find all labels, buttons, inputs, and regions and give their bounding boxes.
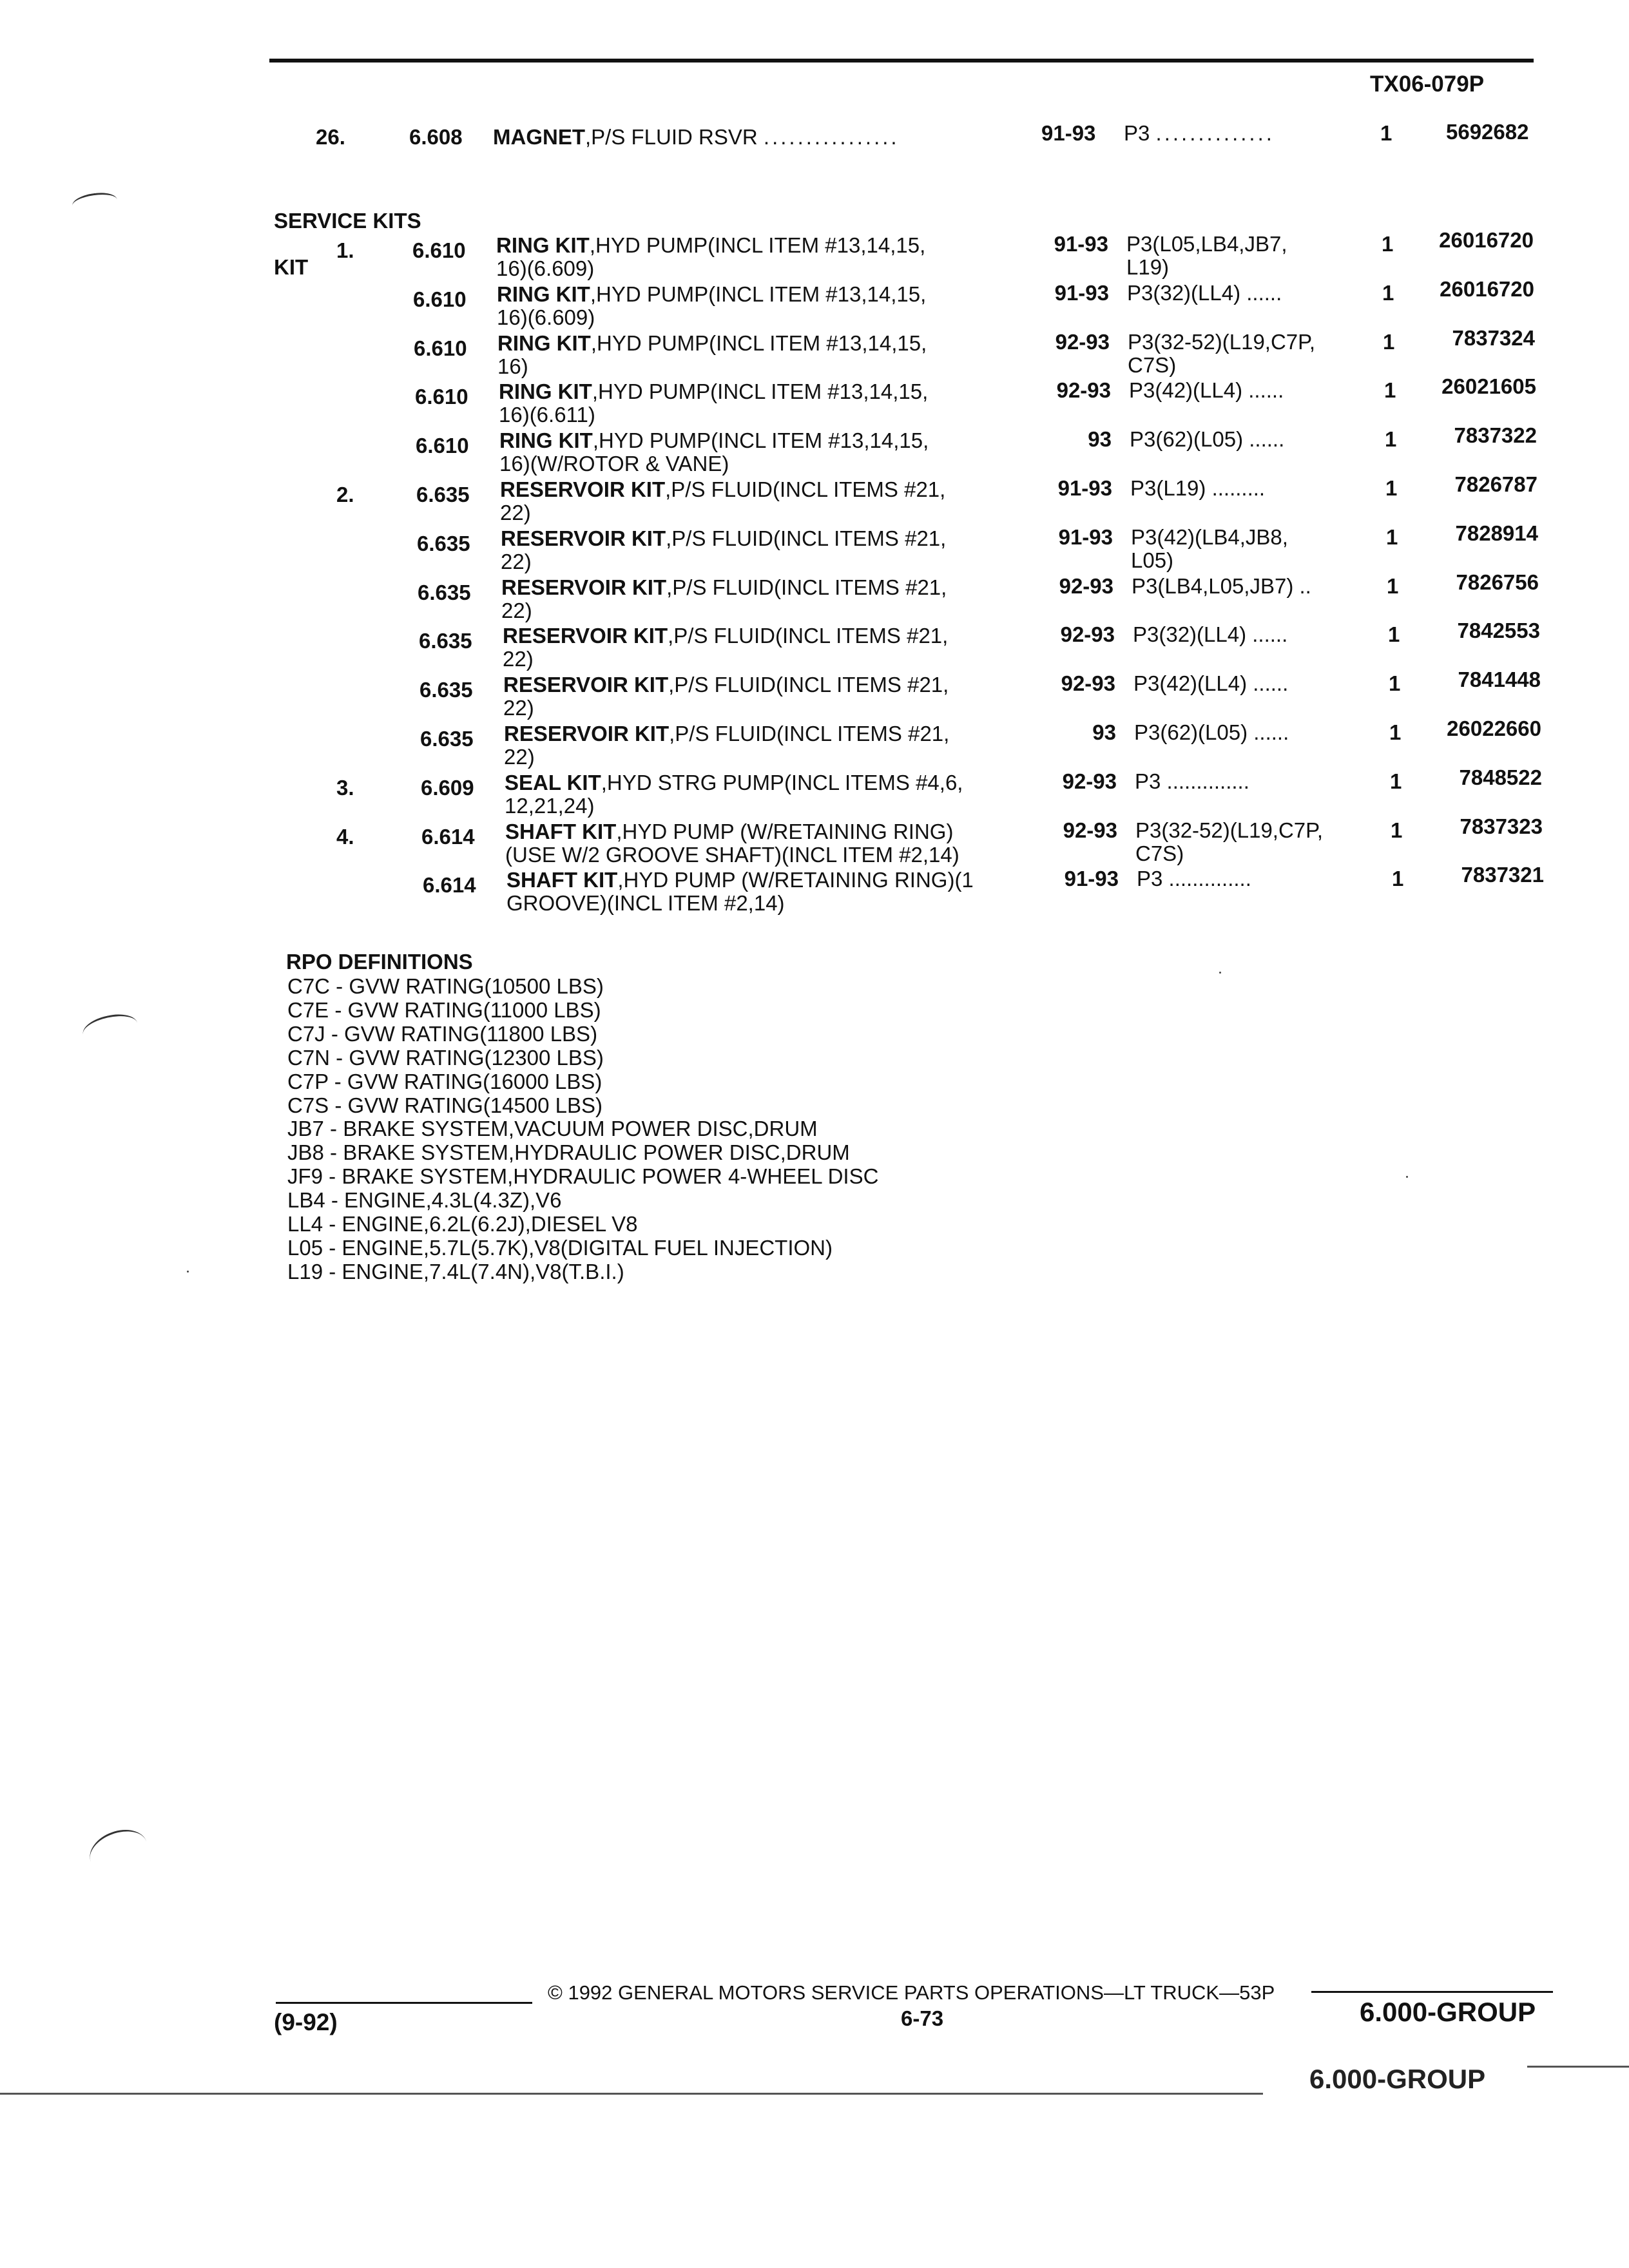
kit-desc: ,HYD PUMP(INCL ITEM #13,14,15, [592, 428, 929, 453]
paper-speck [187, 1271, 189, 1273]
kit-name: RESERVOIR KIT [504, 722, 670, 745]
kit-desc: ,HYD PUMP(INCL ITEM #13,14,15, [592, 380, 929, 404]
item-number: 26. [316, 125, 345, 149]
kit-desc-line-1 [504, 722, 949, 745]
part-number: 5692682 [1446, 120, 1529, 144]
part-number: 7848522 [1459, 765, 1542, 789]
model-line-2: L05) [1131, 548, 1174, 572]
kit-name: RING KIT [497, 331, 591, 355]
item-26-row [0, 121, 1629, 147]
years: 92-93 [1060, 622, 1115, 647]
kit-desc-line-2: 16)(6.609) [496, 256, 595, 280]
kit-row [0, 668, 1629, 720]
kit-desc-line-1 [506, 868, 974, 892]
years: 92-93 [1063, 818, 1117, 842]
footer-rule-right [1311, 1991, 1553, 1993]
quantity: 1 [1385, 427, 1397, 452]
years: 93 [1092, 720, 1116, 744]
quantity: 1 [1390, 769, 1402, 793]
kit-name: RING KIT [496, 233, 590, 257]
margin-mark [84, 1822, 153, 1881]
kit-name: SHAFT KIT [505, 819, 617, 843]
kit-name: RESERVOIR KIT [501, 526, 666, 550]
copyright-line: © 1992 GENERAL MOTORS SERVICE PARTS OPERATIONS—LT TRUCK—53P [548, 1981, 1275, 2004]
model-line-1: P3(62)(L05) ...... [1130, 427, 1285, 452]
kit-name: RING KIT [499, 428, 593, 453]
bottom-edge-line [0, 2093, 1263, 2095]
kit-row [0, 228, 1629, 281]
part-number: 7837321 [1461, 863, 1544, 887]
kit-row [0, 472, 1629, 525]
kit-desc-line-2: 22) [500, 501, 531, 524]
margin-mark [81, 1010, 140, 1048]
model-line-2: L19) [1126, 255, 1170, 279]
group-number: 6.635 [417, 531, 470, 555]
model-line-1: P3 .............. [1137, 867, 1251, 891]
group-number: 6.610 [415, 385, 468, 409]
kit-desc-line-2: 22) [503, 647, 534, 671]
group-label: 6.000-GROUP [1360, 1997, 1536, 2027]
group-number: 6.608 [409, 125, 463, 149]
kit-desc-line-2: 22) [504, 745, 535, 769]
paper-speck [1219, 972, 1221, 974]
kit-desc-line-2: 12,21,24) [505, 793, 595, 818]
group-number: 6.610 [412, 238, 466, 262]
kit-desc-line-2: 16)(6.609) [497, 305, 595, 329]
model-line-1: P3(32-52)(L19,C7P, [1135, 818, 1324, 842]
kit-row [0, 716, 1629, 769]
kit-name: RING KIT [497, 282, 590, 306]
part-number: 7841448 [1458, 668, 1541, 692]
paper-speck [1406, 1176, 1408, 1178]
years: 91-93 [1041, 121, 1096, 145]
kit-name: SEAL KIT [505, 770, 601, 794]
group-number: 6.614 [421, 824, 475, 849]
quantity: 1 [1380, 121, 1393, 145]
model-line-1: P3(L19) ......... [1130, 476, 1266, 500]
rpo-definition: LL4 - ENGINE,6.2L(6.2J),DIESEL V8 [287, 1212, 638, 1236]
document-id: TX06-079P [1370, 72, 1485, 97]
rpo-definition: L19 - ENGINE,7.4L(7.4N),V8(T.B.I.) [287, 1259, 624, 1283]
kit-row [0, 374, 1629, 427]
group-number: 6.609 [421, 775, 474, 800]
rpo-definition: LB4 - ENGINE,4.3L(4.3Z),V6 [287, 1188, 562, 1213]
part-number: 26016720 [1440, 276, 1534, 301]
kit-desc-line-2: 16)(6.611) [499, 403, 595, 427]
years: 91-93 [1054, 280, 1109, 305]
model-line-1: P3(32)(LL4) ...... [1127, 280, 1282, 305]
margin-mark [71, 190, 118, 215]
years: 92-93 [1055, 329, 1110, 354]
years: 92-93 [1061, 671, 1115, 696]
kit-name: RESERVOIR KIT [503, 673, 669, 697]
kit-desc-line-1 [499, 380, 928, 403]
kit-label: KIT [274, 255, 309, 279]
kit-number: 4. [336, 824, 354, 849]
model-line-1: P3(32)(LL4) ...... [1133, 622, 1288, 647]
years: 91-93 [1057, 476, 1112, 500]
rpo-definition: JB8 - BRAKE SYSTEM,HYDRAULIC POWER DISC,DRUM [287, 1140, 850, 1165]
kit-desc-line-1 [496, 233, 925, 257]
model-line-1: P3(42)(LL4) ...... [1129, 378, 1284, 403]
model-line-1: P3(42)(LL4) ...... [1133, 671, 1289, 696]
part-name: MAGNET [493, 125, 585, 149]
kit-desc-line-2: (USE W/2 GROOVE SHAFT)(INCL ITEM #2,14) [505, 842, 959, 867]
kit-desc: ,HYD STRG PUMP(INCL ITEMS #4,6, [601, 770, 963, 794]
kit-name: RESERVOIR KIT [503, 624, 668, 648]
part-number: 7842553 [1457, 619, 1540, 643]
kit-desc: ,P/S FLUID(INCL ITEMS #21, [666, 575, 947, 599]
kit-desc: ,HYD PUMP (W/RETAINING RING) [616, 819, 954, 843]
model [1124, 121, 1275, 145]
kit-name: RESERVOIR KIT [501, 575, 667, 599]
rpo-definition: C7C - GVW RATING(10500 LBS) [287, 974, 604, 998]
group-number: 6.635 [419, 629, 472, 653]
kit-desc-line-1 [501, 526, 946, 550]
part-number: 7826756 [1456, 570, 1539, 594]
rpo-definition: JF9 - BRAKE SYSTEM,HYDRAULIC POWER 4-WHEEL DISC [287, 1164, 879, 1189]
group-label-shadow: 6.000-GROUP [1309, 2064, 1486, 2094]
group-number: 6.635 [420, 727, 474, 751]
kit-desc-line-2: GROOVE)(INCL ITEM #2,14) [506, 891, 785, 916]
kit-desc: ,P/S FLUID(INCL ITEMS #21, [666, 526, 947, 550]
kit-desc-line-1 [503, 624, 948, 648]
kit-desc-line-1 [497, 331, 927, 355]
part-description [493, 125, 900, 149]
quantity: 1 [1385, 476, 1398, 500]
kit-desc-line-1 [505, 771, 963, 794]
kit-desc-line-2: 16) [497, 354, 528, 378]
rpo-definition: C7J - GVW RATING(11800 LBS) [287, 1021, 598, 1046]
model-line-1: P3(42)(LB4,JB8, [1131, 524, 1288, 549]
bottom-edge-line-right [1527, 2066, 1629, 2068]
years: 92-93 [1056, 378, 1111, 403]
rpo-definition: C7P - GVW RATING(16000 LBS) [287, 1069, 602, 1093]
years: 91-93 [1054, 232, 1108, 256]
rpo-definition: C7S - GVW RATING(14500 LBS) [287, 1093, 603, 1117]
quantity: 1 [1389, 671, 1401, 696]
quantity: 1 [1388, 622, 1400, 647]
group-number: 6.610 [413, 287, 467, 311]
quantity: 1 [1387, 573, 1399, 598]
kit-name: SHAFT KIT [506, 868, 618, 892]
quantity: 1 [1382, 232, 1394, 256]
kit-desc: ,P/S FLUID(INCL ITEMS #21, [665, 477, 946, 501]
kit-desc: ,HYD PUMP (W/RETAINING RING)(1 [617, 868, 974, 892]
model-line-2: C7S) [1135, 841, 1184, 865]
service-kits-heading: SERVICE KITS [274, 209, 421, 233]
kit-number: 2. [336, 483, 354, 506]
part-desc: ,P/S FLUID RSVR [585, 125, 758, 149]
group-number: 6.635 [416, 483, 470, 506]
model-line-1: P3 .............. [1135, 769, 1249, 793]
quantity: 1 [1384, 378, 1396, 403]
rpo-definition: L05 - ENGINE,5.7L(5.7K),V8(DIGITAL FUEL INJECTION) [287, 1235, 833, 1260]
quantity: 1 [1392, 867, 1404, 891]
part-number: 26022660 [1447, 716, 1541, 740]
group-number: 6.610 [414, 336, 467, 360]
years: 91-93 [1064, 867, 1119, 891]
model-line-1: P3(62)(L05) ...... [1134, 720, 1289, 744]
rpo-heading: RPO DEFINITIONS [286, 950, 473, 974]
group-number: 6.614 [423, 873, 476, 898]
rpo-definition: C7N - GVW RATING(12300 LBS) [287, 1045, 604, 1070]
kit-row [0, 325, 1629, 379]
kit-desc-line-1 [503, 673, 949, 697]
quantity: 1 [1391, 818, 1403, 842]
model-line-1: P3(32-52)(L19,C7P, [1128, 329, 1316, 354]
kit-name: RING KIT [499, 380, 592, 404]
kit-desc-line-2: 22) [501, 598, 532, 622]
revision-date: (9-92) [274, 2009, 338, 2035]
kit-name: RESERVOIR KIT [500, 477, 666, 501]
part-number: 26016720 [1439, 228, 1534, 252]
kit-row [0, 276, 1629, 330]
kit-desc-line-1 [500, 477, 945, 501]
years: 93 [1088, 427, 1112, 452]
model-code: P3 [1124, 121, 1150, 145]
kit-desc-line-2: 16)(W/ROTOR & VANE) [499, 452, 729, 476]
part-number: 7837323 [1460, 814, 1543, 838]
quantity: 1 [1389, 720, 1402, 744]
group-number: 6.635 [418, 580, 471, 604]
rpo-definition: JB7 - BRAKE SYSTEM,VACUUM POWER DISC,DRUM [287, 1117, 818, 1141]
group-number: 6.610 [416, 434, 469, 458]
kit-row [0, 765, 1629, 818]
part-number: 7837324 [1452, 325, 1535, 350]
kit-row [0, 863, 1629, 916]
kit-desc-line-1 [505, 820, 953, 843]
leader-dots: .............. [1155, 121, 1275, 145]
footer-rule-left [276, 2002, 532, 2004]
kit-desc: ,P/S FLUID(INCL ITEMS #21, [669, 722, 950, 745]
kit-row [0, 814, 1629, 867]
part-number: 26021605 [1441, 374, 1536, 399]
rpo-definition: C7E - GVW RATING(11000 LBS) [287, 997, 601, 1022]
kit-row [0, 619, 1629, 671]
kit-desc: ,HYD PUMP(INCL ITEM #13,14,15, [590, 282, 927, 306]
quantity: 1 [1386, 524, 1398, 549]
header-rule [269, 59, 1534, 62]
model-line-1: P3(L05,LB4,JB7, [1126, 232, 1287, 256]
kit-row [0, 521, 1629, 574]
kit-desc: ,HYD PUMP(INCL ITEM #13,14,15, [590, 331, 927, 355]
kit-desc: ,HYD PUMP(INCL ITEM #13,14,15, [589, 233, 926, 257]
model-line-1: P3(LB4,L05,JB7) .. [1132, 573, 1311, 598]
years: 92-93 [1062, 769, 1117, 793]
group-number: 6.635 [419, 678, 473, 702]
model-line-2: C7S) [1128, 352, 1177, 377]
kit-desc-line-1 [501, 575, 947, 599]
quantity: 1 [1382, 280, 1394, 305]
page-number: 6-73 [901, 2006, 944, 2030]
years: 91-93 [1058, 524, 1113, 549]
years: 92-93 [1059, 573, 1113, 598]
part-number: 7826787 [1454, 472, 1537, 496]
kit-row [0, 423, 1629, 476]
kit-row [0, 570, 1629, 623]
kit-desc-line-2: 22) [501, 549, 532, 573]
kit-desc: ,P/S FLUID(INCL ITEMS #21, [668, 673, 949, 697]
kit-desc-line-1 [497, 282, 926, 306]
quantity: 1 [1383, 329, 1395, 354]
kit-number: 1. [336, 238, 354, 262]
kit-desc-line-2: 22) [503, 696, 534, 720]
kit-desc-line-1 [499, 428, 929, 452]
part-number: 7828914 [1455, 521, 1538, 545]
kit-desc: ,P/S FLUID(INCL ITEMS #21, [668, 624, 949, 648]
kit-number: 3. [336, 775, 354, 800]
leader-dots: ................ [763, 125, 900, 149]
part-number: 7837322 [1454, 423, 1537, 448]
